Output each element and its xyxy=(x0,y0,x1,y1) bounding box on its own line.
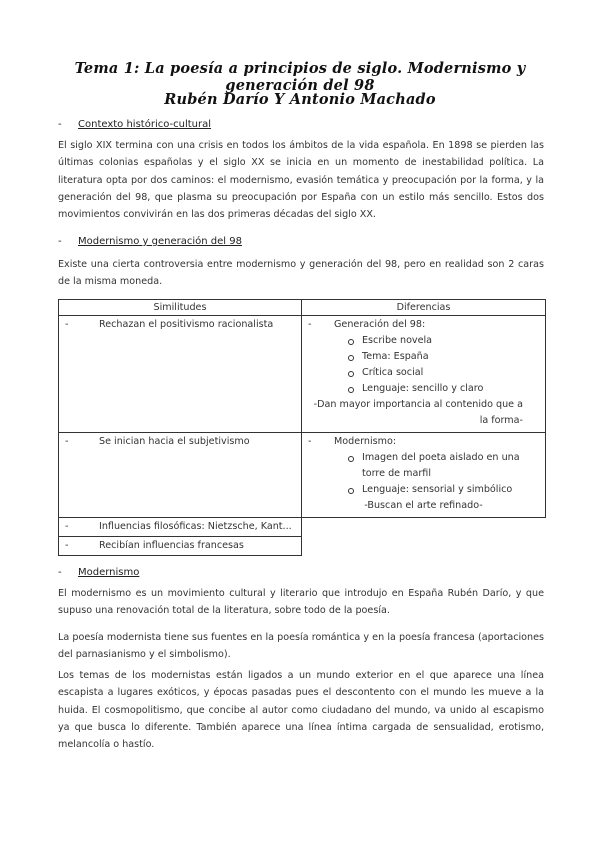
difference-list xyxy=(306,450,541,498)
list-item: Escribe novela xyxy=(362,333,541,349)
paragraph-controversy: Existe una cierta controversia entre modernismo y generación del 98, pero en realidad son 2 caras de la misma moneda. xyxy=(58,259,544,288)
table-cell-similarity xyxy=(59,433,302,518)
table-cell-empty xyxy=(302,518,546,537)
section-heading-label: Modernismo xyxy=(78,567,140,578)
list-item: Lenguaje: sencillo y claro xyxy=(362,381,541,397)
table-cell-similarity xyxy=(59,518,302,537)
bullet-dash: - xyxy=(308,436,312,447)
bullet-dash: - xyxy=(65,521,69,532)
list-item: Tema: España xyxy=(362,349,541,365)
similarity-text: Rechazan el positivismo racionalista xyxy=(99,319,274,330)
comparison-table xyxy=(58,299,546,556)
section-heading-modernism xyxy=(58,567,139,578)
table-cell-similarity xyxy=(59,537,302,556)
table-header-row xyxy=(59,300,546,316)
document-title-line2: Rubén Darío Y Antonio Machado xyxy=(164,91,436,108)
section-heading-modernism-generation xyxy=(58,236,242,247)
bullet-dash: - xyxy=(308,319,312,330)
paragraph-modernism-sources: La poesía modernista tiene sus fuentes en la poesía romántica y en la poesía francesa (aportaciones del parnasianismo y el simbolismo). xyxy=(58,632,544,661)
difference-title: Modernismo: xyxy=(334,436,397,447)
similarity-text: Recibían influencias francesas xyxy=(99,540,244,551)
similarity-text: Se inician hacia el subjetivismo xyxy=(99,436,250,447)
bullet-dash: - xyxy=(58,236,62,247)
section-heading-label: Contexto histórico-cultural xyxy=(78,119,212,130)
section-heading-label: Modernismo y generación del 98 xyxy=(78,236,242,247)
bullet-dash: - xyxy=(65,436,69,447)
table-cell-difference xyxy=(302,316,546,433)
paragraph-modernism-themes: Los temas de los modernistas están ligados a un mundo exterior en el que aparece una línea escapista a lugares exóticos, y épocas pasadas pues el descontento con el mundo les mueve a la huida. El cosmopolitismo, que concibe al autor como ciudadano del mundo, va unido al escapismo ya que busca lo diferente. También aparece una línea íntima cargada de sensualidad, erotismo, melancolía o hastío. xyxy=(58,670,544,751)
difference-note: -Buscan el arte refinado- xyxy=(364,500,483,511)
bullet-dash: - xyxy=(65,319,69,330)
paragraph-modernism-intro: El modernismo es un movimiento cultural y literario que introdujo en España Rubén Darío, y que supuso una renovación total de la literatura, sobre todo de la poesía. xyxy=(58,588,544,617)
difference-list xyxy=(306,333,541,397)
table-cell-empty xyxy=(302,537,546,556)
table-cell-difference xyxy=(302,433,546,518)
table-row xyxy=(59,537,546,556)
table-cell-similarity xyxy=(59,316,302,433)
difference-title: Generación del 98: xyxy=(334,319,426,330)
section-heading-context xyxy=(58,119,211,130)
table-row xyxy=(59,316,546,433)
document-title-line1: Tema 1: La poesía a principios de siglo. Modernismo y generación del 98 xyxy=(74,60,526,94)
list-item: Lenguaje: sensorial y simbólico xyxy=(362,482,541,498)
difference-note: -Dan mayor importancia al contenido que a la forma- xyxy=(313,399,523,426)
paragraph-context: El siglo XIX termina con una crisis en todos los ámbitos de la vida española. En 1898 se pierden las últimas colonias españolas y el siglo XX se inicia en un momento de inestabilidad política. La literatura opta por dos caminos: el modernismo, evasión temática y preocupación por la forma, y la generación del 98, que plasma su preocupación por España con un estilo más sencillo. Estos dos movimientos convivirán en las dos primeras décadas del siglo XX. xyxy=(58,140,544,221)
table-header-similarities: Similitudes xyxy=(59,300,302,316)
bullet-dash: - xyxy=(58,119,62,130)
bullet-dash: - xyxy=(65,540,69,551)
list-item: Crítica social xyxy=(362,365,541,381)
similarity-text: Influencias filosóficas: Nietzsche, Kant... xyxy=(99,521,292,532)
table-row xyxy=(59,518,546,537)
table-row xyxy=(59,433,546,518)
list-item: Imagen del poeta aislado en una torre de marfil xyxy=(362,450,541,482)
table-header-differences: Diferencias xyxy=(302,300,546,316)
bullet-dash: - xyxy=(58,567,62,578)
